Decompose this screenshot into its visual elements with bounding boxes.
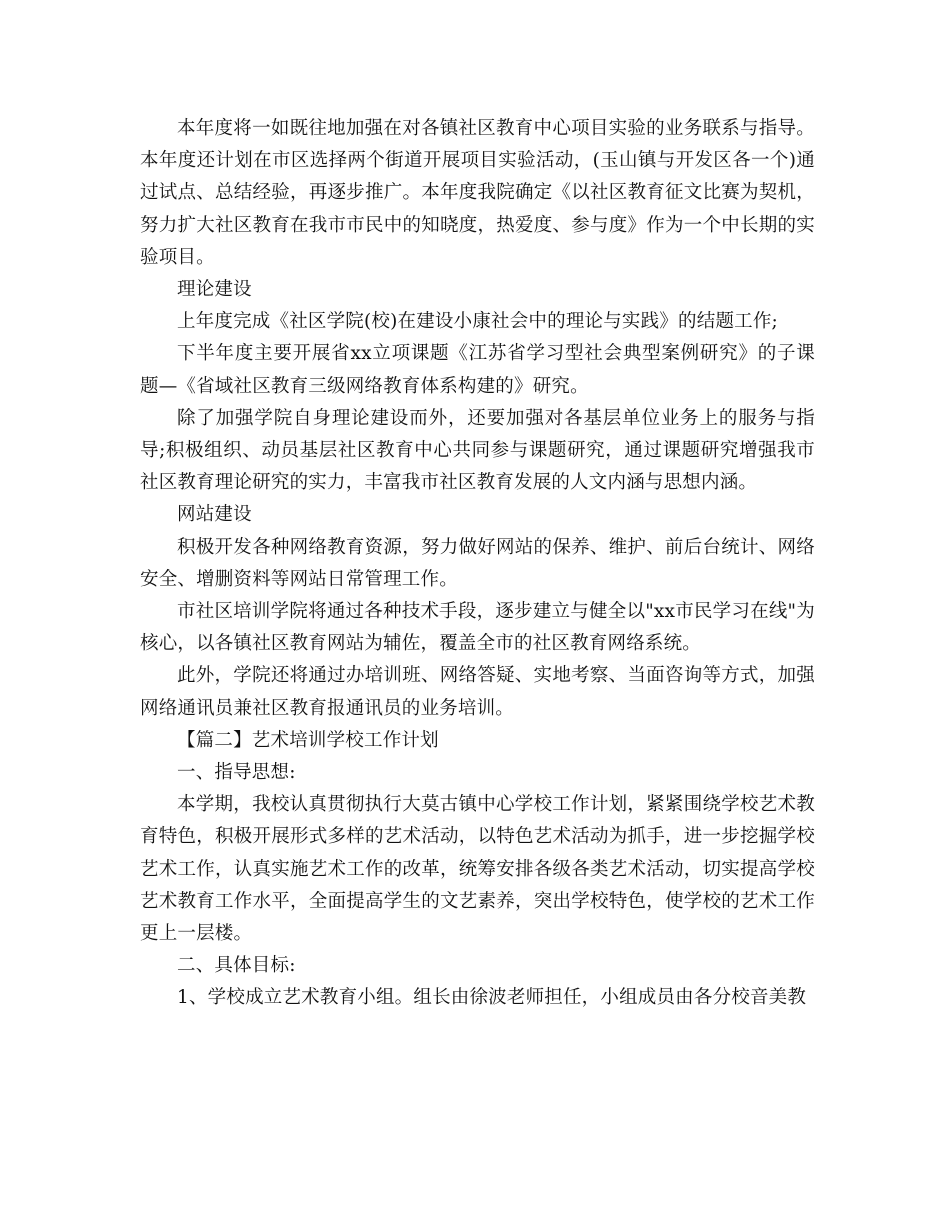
paragraph-this-semester: 本学期，我校认真贯彻执行大莫古镇中心学校工作计划，紧紧围绕学校艺术教育特色，积极开展形式多样的艺术活动，以特色艺术活动为抓手，进一步挖掘学校艺术工作，认真实施艺术工作的改革，统筹安排各级各类艺术活动，切实提高学校艺术教育工作水平，全面提高学生的文艺素养，突出学校特色，使学校的艺术工作更上一层楼。 bbox=[140, 794, 815, 945]
document-body bbox=[140, 113, 815, 1015]
paragraph-project-experiment: 本年度将一如既往地加强在对各镇社区教育中心项目实验的业务联系与指导。本年度还计划在市区选择两个街道开展项目实验活动，(玉山镇与开发区各一个)通过试点、总结经验，再逐步推广。本年度我院确定《以社区教育征文比赛为契机，努力扩大社区教育在我市市民中的知晓度，热爱度、参与度》作为一个中长期的实验项目。 bbox=[140, 118, 815, 268]
paragraph-last-year-completion: 上年度完成《社区学院(校)在建设小康社会中的理论与实践》的结题工作; bbox=[177, 311, 778, 333]
heading-guiding-ideology: 一、指导思想: bbox=[177, 762, 296, 784]
paragraph-training-correspondents: 此外，学院还将通过办培训班、网络答疑、实地考察、当面咨询等方式，加强网络通讯员兼社区教育报通讯员的业务培训。 bbox=[140, 665, 815, 719]
paragraph-learning-online: 市社区培训学院将通过各种技术手段，逐步建立与健全以"xx市民学习在线"为核心，以各镇社区教育网站为辅佐，覆盖全市的社区教育网络系统。 bbox=[140, 601, 815, 655]
heading-part-two: 【篇二】艺术培训学校工作计划 bbox=[177, 729, 439, 751]
paragraph-art-education-group: 1、学校成立艺术教育小组。组长由徐波老师担任，小组成员由各分校音美教 bbox=[177, 987, 807, 1009]
paragraph-network-resources: 积极开发各种网络教育资源，努力做好网站的保养、维护、前后台统计、网络安全、增删资料等网站日常管理工作。 bbox=[140, 536, 815, 590]
paragraph-second-half-research: 下半年度主要开展省xx立项课题《江苏省学习型社会典型案例研究》的子课题—《省域社区教育三级网络教育体系构建的》研究。 bbox=[140, 343, 815, 397]
heading-theory-construction: 理论建设 bbox=[177, 279, 252, 301]
heading-specific-goals: 二、具体目标: bbox=[177, 955, 296, 977]
paragraph-theory-guidance: 除了加强学院自身理论建设而外，还要加强对各基层单位业务上的服务与指导;积极组织、动员基层社区教育中心共同参与课题研究，通过课题研究增强我市社区教育理论研究的实力，丰富我市社区教育发展的人文内涵与思想内涵。 bbox=[140, 407, 815, 494]
heading-website-construction: 网站建设 bbox=[177, 504, 252, 526]
